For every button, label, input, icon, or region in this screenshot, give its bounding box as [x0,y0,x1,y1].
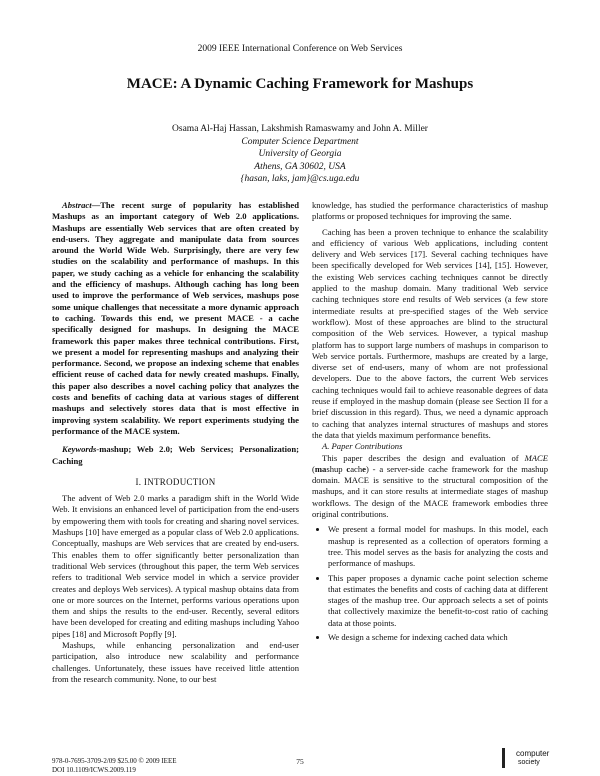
list-item: • We design a scheme for indexing cached data which [328,632,548,643]
logo-text-line1: computer [516,749,550,758]
conference-name: 2009 IEEE International Conference on Web Services [197,44,403,54]
right-column [312,200,548,646]
contrib-text-c: shup [326,463,347,474]
contributions-list [312,524,548,643]
contrib-bold-c: c [346,463,351,474]
contrib-text-a: This paper describes the design and evaluation of [322,452,525,463]
contributions-paragraph [312,453,548,521]
page-number: 75 [296,757,304,766]
footer-isbn: 978-0-7695-3709-2/09 $25.00 © 2009 IEEE [52,757,177,765]
logo-text-line2: society [518,759,540,766]
section-heading-introduction: I. INTRODUCTION [135,476,216,487]
author-location: Athens, GA 30602, USA [254,161,346,172]
keywords-text: mashup; Web 2.0; Web Services; Personalization; Caching [52,444,299,466]
list-item: • We present a formal model for mashups. In this model, each mashup is represented as a collection of operators forming a tree. This model serves as the basis for analyzing the costs and performance of mashups. [328,524,548,569]
logo-mark-icon [502,748,516,768]
right-paragraph-2: Caching has been a proven technique to enhance the scalability and efficiency of various Web applications, including content delivery and Web services [17]. Several caching techniques have been specifically developed for Web services [14], [15]. However, the existing Web services caching techniques cannot be directly applied to the mashup domain. Many traditional Web service caching techniques store end results of Web services (a few store intermediate results at pre-specified stages of the Web service workflow). Most of these approaches are blind to the structural composition of the Web services. However, a typical mashup platform has to support large numbers of mashups in comparison to Web service portals. Furthermore, mashups are created by a large, diverse set of end-users, many of whom are not professional developers. Due to the above factors, the current Web services caching techniques would fail to achieve reasonable degrees of data reuse if employed in the mashup domain (please see Section II for a brief discussion in this regard). Thus, we need a dynamic approach to caching that analyzes internal structures of mashups and stores the data that yields maximum performance benefits. [312,226,548,440]
intro-paragraph-1: The advent of Web 2.0 marks a paradigm shift in the World Wide Web. It envisions an enhanced level of participation from the end-users by empowering them with tools for creating and sharing novel services. Mashups [10] have emerged as a popular class of Web 2.0 applications. Conceptually, mashups are Web services that are created by end-users. This enables them to offer significantly better personalization than traditional Web services (throughout this paper, the term Web services refers to traditional Web service model in which a service provider creates and deploys Web services). A typical mashup obtains data from one or more sources on the Internet, performs various operations upon them and ships the results to the end-user. Recently, several editors have been developed for creating and editing mashups including Yahoo pipes [18] and Microsoft Popfly [9]. [52,493,299,639]
author-email: {hasan, laks, jam}@cs.uga.edu [240,174,360,185]
subsection-heading: A. Paper Contributions [322,441,403,452]
list-item: • This paper proposes a dynamic cache point selection scheme that estimates the benefits and costs of caching data at different stages of the mashup tree. Our approach selects a set of points that collectively maximize the benefit-to-cost ratio of caching data at those points. [328,573,548,629]
right-paragraph-1: knowledge, has studied the performance characteristics of mashup platforms or proposed techniques for improving the same. [312,200,548,222]
intro-paragraph-2: Mashups, while enhancing personalization and end-user participation, also introduce new scalability and performance challenges. Unfortunately, these issues have received little attention from the research community. None, to our best [52,639,299,684]
left-column [52,200,299,685]
contrib-bold-e: e [362,463,366,474]
contrib-text-d: ach [350,463,363,474]
keywords-label: Keywords- [62,444,100,455]
author-department: Computer Science Department [241,136,359,147]
paper-title: MACE: A Dynamic Caching Framework for Mashups [126,76,474,92]
contrib-bold-ma: ma [314,463,327,474]
contrib-mace: MACE [524,452,548,463]
computer-society-logo [500,745,560,773]
abstract-label: Abstract— [62,200,101,210]
abstract [52,200,299,437]
keywords [52,444,299,467]
abstract-text: The recent surge of popularity has established Mashups as an important category of Web 2.0 applications. Mashups are essentially Web services that are often created by end-users. They aggregate and manipulate data from sources around the World Wide Web. Surprisingly, there are very few studies on the scalability and performance of mashups. In this paper, we study caching as a vehicle for enhancing the scalability and the efficiency of mashups. Although caching has long been used to improve the performance of Web services, mashups pose some unique challenges that necessitate a more dynamic approach to caching. Towards this end, we present MACE - a cache specifically designed for mashups. In designing the MACE framework this paper makes three technical contributions. First, we present a model for representing mashups and analyzing their performance. Second, we propose an indexing scheme that enables efficient reuse of cached data for newly created mashups. Finally, this paper also describes a novel caching policy that analyzes the costs and benefits of caching data at various stages of different mashups and selectively stores data that is most effective in improving system scalability. We report experiments studying the performance of the MACE system. [52,200,299,436]
author-block [0,123,600,186]
author-names: Osama Al-Haj Hassan, Lakshmish Ramaswamy and John A. Miller [172,124,428,134]
contrib-text-b: ( [312,463,315,474]
author-university: University of Georgia [258,149,342,160]
footer-doi: DOI 10.1109/ICWS.2009.119 [52,765,136,774]
contrib-text-e: ) - a server-side cache framework for the mashup domain. MACE is sensitive to the structural composition of the mashups, and it can store results at intermediate stages of mashup workflows. The design of the MACE framework embodies three original contributions. [312,463,548,520]
